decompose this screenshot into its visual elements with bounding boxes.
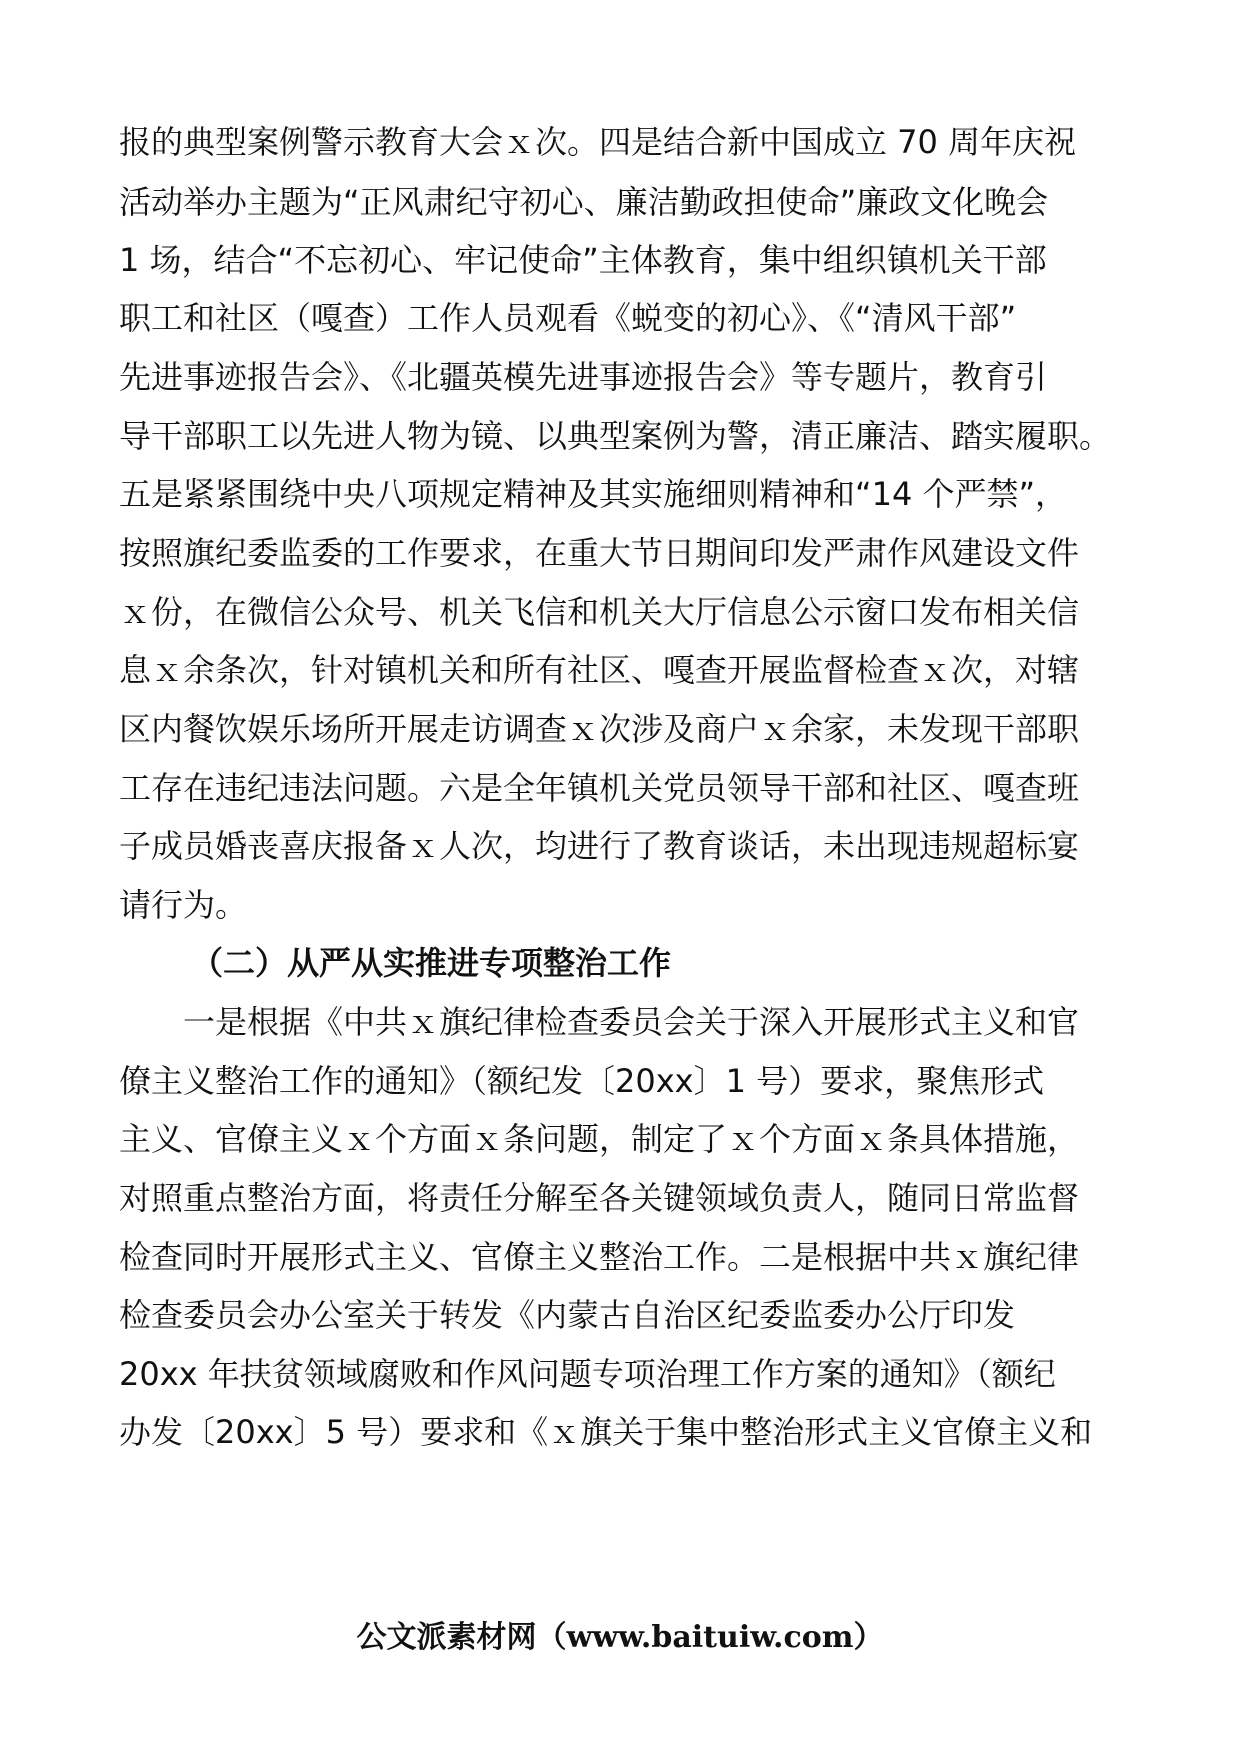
text-line: 息ｘ余条次，针对镇机关和所有社区、嘎查开展监督检查ｘ次，对辖 [119, 651, 1080, 689]
text-line: 对照重点整治方面，将责任分解至各关键领域负责人，随同日常监督 [119, 1179, 1080, 1217]
text-line: 活动举办主题为“正风肃纪守初心、廉洁勤政担使命”廉政文化晚会 [119, 183, 1049, 221]
text-line: 主义、官僚主义ｘ个方面ｘ条问题，制定了ｘ个方面ｘ条具体措施， [119, 1120, 1080, 1158]
text-line: 报的典型案例警示教育大会ｘ次。四是结合新中国成立 70 周年庆祝 [119, 123, 1077, 161]
text-line: 检查同时开展形式主义、官僚主义整治工作。二是根据中共ｘ旗纪律 [119, 1238, 1080, 1276]
text-line: 1 场，结合“不忘初心、牢记使命”主体教育，集中组织镇机关干部 [119, 241, 1047, 279]
text-line: 20xx 年扶贫领域腐败和作风问题专项治理工作方案的通知》（额纪 [119, 1355, 1056, 1393]
section-heading: （二）从严从实推进专项整治工作 [191, 944, 672, 982]
footer-watermark: 公文派素材网（www.baituiw.com） [356, 1620, 884, 1655]
text-line: 一是根据《中共ｘ旗纪律检查委员会关于深入开展形式主义和官 [183, 1003, 1080, 1041]
text-line: 职工和社区（嘎查）工作人员观看《蜕变的初心》、《“清风干部” [119, 299, 1017, 337]
text-line: 导干部职工以先进人物为镜、以典型案例为警，清正廉洁、踏实履职。 [119, 417, 1112, 455]
text-line: ｘ份，在微信公众号、机关飞信和机关大厅信息公示窗口发布相关信 [119, 593, 1080, 631]
text-line: 子成员婚丧喜庆报备ｘ人次，均进行了教育谈话，未出现违规超标宴 [119, 827, 1080, 865]
text-line: 检查委员会办公室关于转发《内蒙古自治区纪委监委办公厅印发 [119, 1296, 1016, 1334]
text-line: 僚主义整治工作的通知》（额纪发〔20xx〕1 号）要求，聚焦形式 [119, 1062, 1045, 1100]
text-line: 按照旗纪委监委的工作要求，在重大节日期间印发严肃作风建设文件 [119, 534, 1080, 572]
text-line: 工存在违纪违法问题。六是全年镇机关党员领导干部和社区、嘎查班 [119, 769, 1080, 807]
text-line: 先进事迹报告会》、《北疆英模先进事迹报告会》等专题片，教育引 [119, 358, 1048, 396]
text-line: 请行为。 [119, 886, 248, 924]
text-line: 办发〔20xx〕5 号）要求和《ｘ旗关于集中整治形式主义官僚主义和 [119, 1413, 1093, 1451]
text-line: 区内餐饮娱乐场所开展走访调查ｘ次涉及商户ｘ余家，未发现干部职 [119, 710, 1080, 748]
text-line: 五是紧紧围绕中央八项规定精神及其实施细则精神和“14 个严禁”， [119, 475, 1068, 513]
